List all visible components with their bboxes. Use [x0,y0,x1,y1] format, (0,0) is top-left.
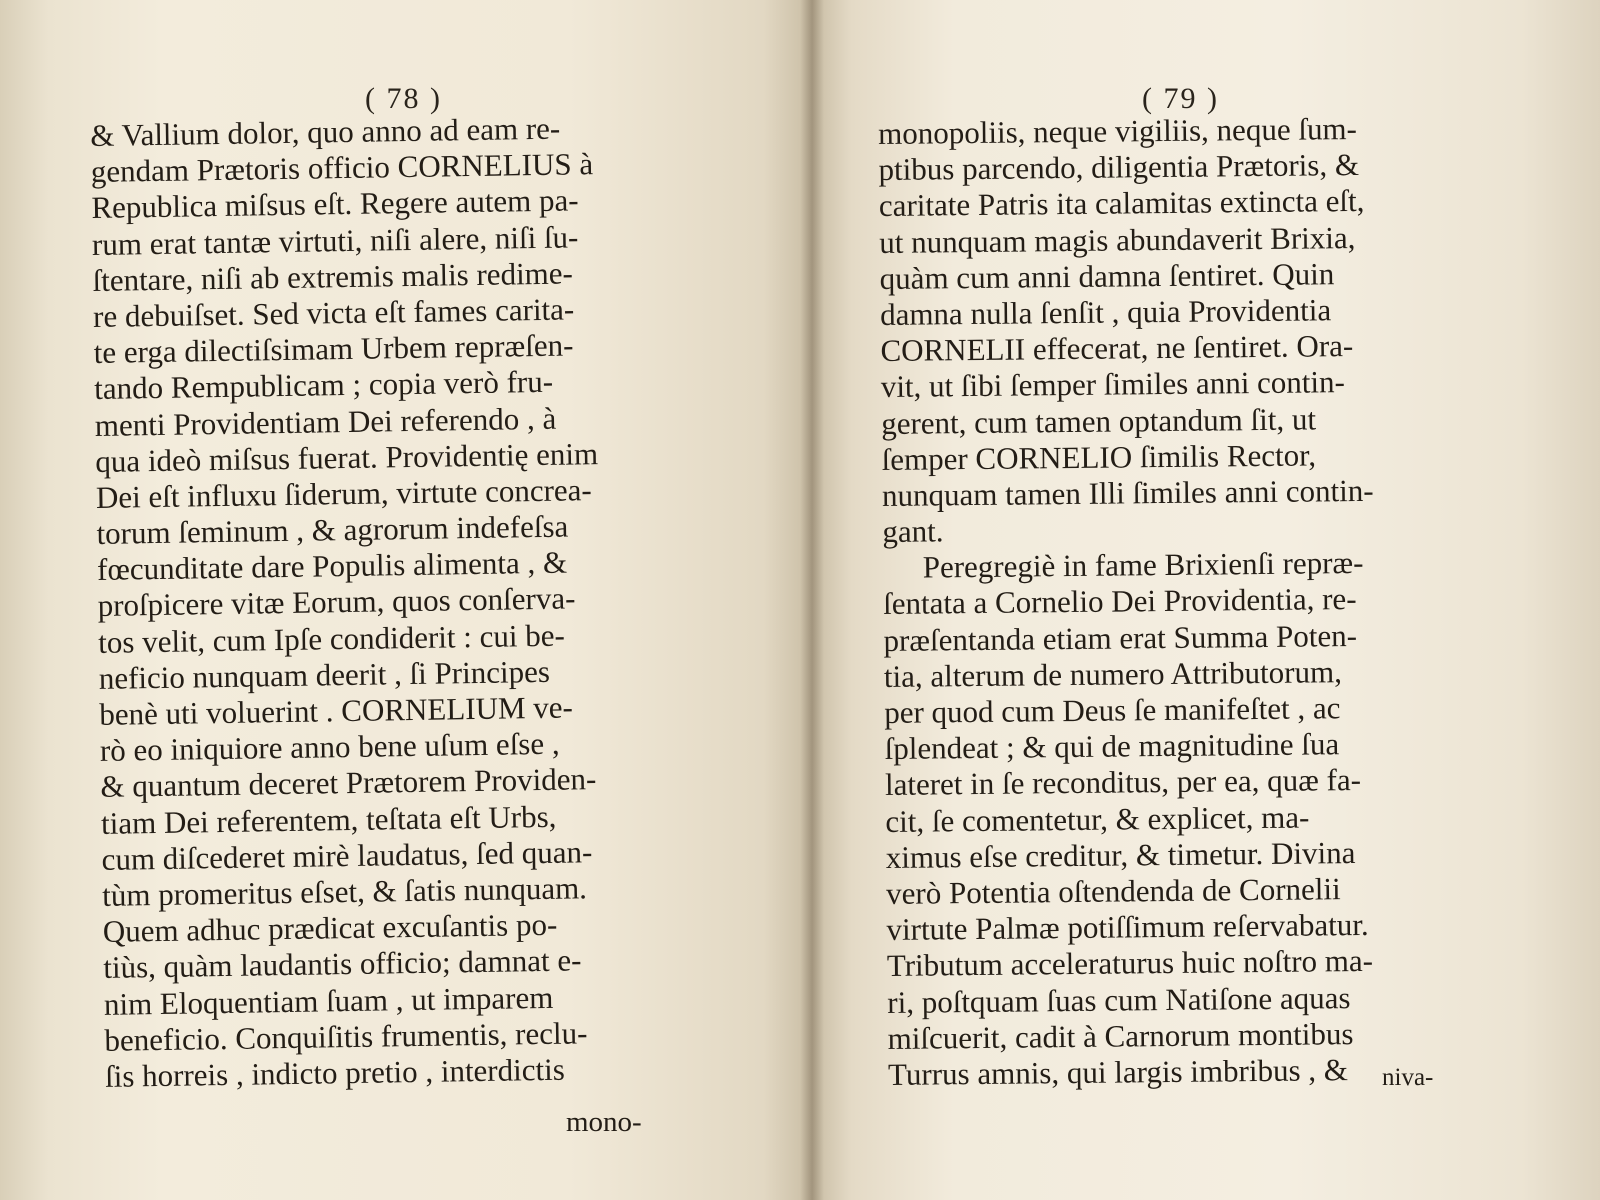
text-line: Quem adhuc prædicat excuſantis po- [102,906,558,950]
text-line: tos velit, cum Ipſe condiderit : cui be- [97,617,566,660]
text-line: verò Potentia oſtendenda de Cornelii [885,871,1341,911]
text-line: virtute Palmæ potiſſimum reſervabatur. [886,907,1369,948]
text-line: ſis horreis , indicto pretio , interdictis [104,1051,566,1094]
page-number-left: ( 78 ) [365,82,442,115]
text-line: benè uti voluerint . CORNELIUM ve- [99,689,574,732]
text-line: monopoliis, neque vigiliis, neque ſum- [878,110,1358,151]
text-line: Republica miſsus eſt. Regere autem pa- [91,182,579,226]
text-line: ſemper CORNELIO ſimilis Rector, [881,437,1317,477]
text-line: tia, alterum de numero Attributorum, [883,653,1343,694]
text-line: ximus eſse creditur, & timetur. Divina [885,834,1356,875]
left-page-text [90,110,608,1095]
text-line: ptibus parcendo, diligentia Prætoris, & [878,147,1360,188]
text-line: CORNELII effecerat, ne ſentiret. Ora- [880,328,1354,369]
text-line: damna nulla ſenſit , quia Providentia [879,292,1332,332]
text-line: rò eo iniquiore anno bene uſum eſse , [99,725,560,769]
text-line: ut nunquam magis abundaverit Brixia, [879,219,1356,260]
right-page [812,0,1600,1200]
text-line: re debuiſset. Sed victa eſt fames carita- [92,291,575,334]
text-line: ſtentare, niſi ab extremis malis redime- [92,255,574,298]
text-line: beneficio. Conquiſitis frumentis, reclu- [104,1014,588,1058]
text-line: per quod cum Deus ſe manifeſtet , ac [884,690,1341,730]
text-line: rum erat tantæ virtuti, niſi alere, niſi ſu- [91,218,579,262]
text-line: & quantum deceret Prætorem Providen- [100,761,597,805]
text-line: & Vallium dolor, quo anno ad eam re- [90,110,561,153]
text-line: Tributum acceleraturus huic noſtro ma- [886,943,1374,984]
text-line: proſpicere vitæ Eorum, quos conſerva- [97,580,576,624]
text-line: nunquam tamen Illi ſimiles anni contin- [881,472,1374,513]
text-line: qua ideò miſsus fuerat. Providentię enim [95,435,599,479]
catchword-right: niva- [1382,1064,1434,1091]
text-line: miſcuerit, cadit à Carnorum montibus [887,1015,1354,1056]
text-line: fœcunditate dare Populis alimenta , & [96,544,568,588]
text-line: vit, ut ſibi ſemper ſimiles anni contin- [880,364,1346,405]
text-line: cit, ſe comentetur, & explicet, ma- [885,799,1310,839]
text-line: torum ſeminum , & agrorum indefeſsa [96,508,569,552]
text-line: gant. [882,513,944,550]
text-line: tiam Dei referentem, teſtata eſt Urbs, [100,798,557,841]
book-gutter [800,0,824,1200]
text-line: tùm promeritus eſset, & ſatis nunquam. [101,870,588,913]
text-line: ri, poſtquam ſuas cum Natiſone aquas [887,979,1351,1020]
paragraph-start-line: Peregregiè in fame Brixienſi repræ- [922,545,1364,585]
text-line: lateret in ſe reconditus, per ea, quæ fa- [884,762,1362,803]
text-line: gendam Prætoris officio CORNELIUS à [90,146,594,190]
text-line: menti Providentiam Dei referendo , à [94,400,557,443]
text-line: ſplendeat ; & qui de magnitudine ſua [884,726,1340,767]
catchword-left: mono- [566,1106,642,1138]
text-line: te erga dilectiſsimam Urbem repræſen- [93,327,574,371]
text-line: nim Eloquentiam ſuam , ut imparem [103,979,554,1022]
text-line: Turrus amnis, qui largis imbribus , & [887,1052,1349,1092]
text-line: ſentata a Cornelio Dei Providentia, re- [882,581,1357,622]
text-line: quàm cum anni damna ſentiret. Quin [879,255,1335,296]
text-line: præſentanda etiam erat Summa Poten- [883,617,1358,658]
text-line: Dei eſt influxu ſiderum, virtute concrea- [95,472,593,515]
text-line: cum diſcederet mirè laudatus, ſed quan- [101,833,593,877]
text-line: neficio nunquam deerit , ſi Principes [98,653,551,696]
right-page-text [878,111,1380,1093]
page-number-right: ( 79 ) [1142,82,1219,115]
text-line: gerent, cum tamen optandum ſit, ut [881,400,1317,441]
text-line: caritate Patris ita calamitas extincta eſt, [878,183,1365,224]
text-line: tiùs, quàm laudantis officio; damnat e- [103,942,582,986]
text-line: tando Rempublicam ; copia verò fru- [93,364,554,407]
